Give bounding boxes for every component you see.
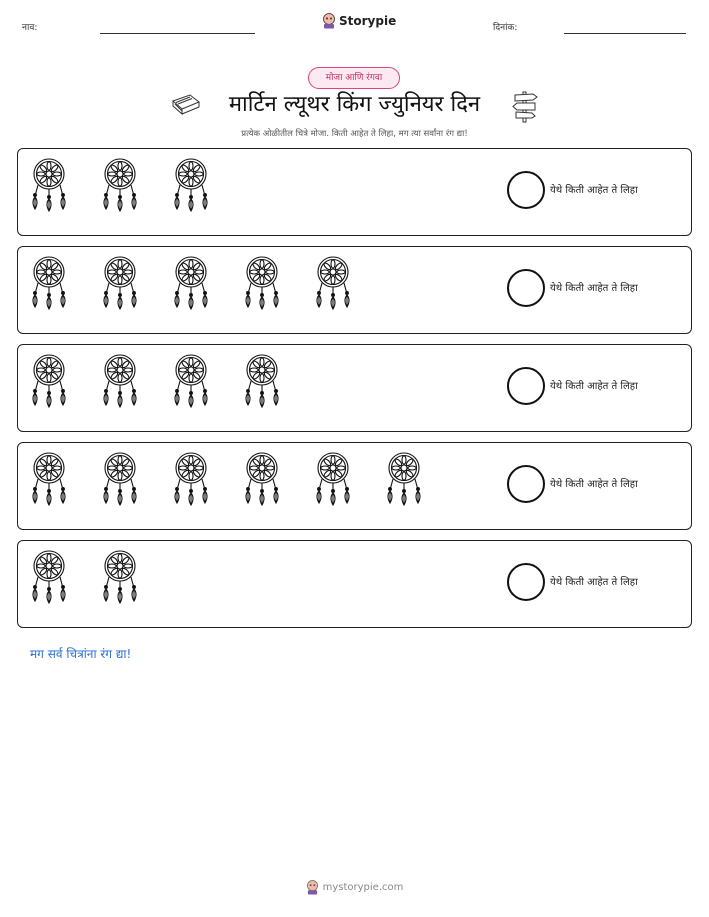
answer-label: येथे किती आहेत ते लिहा (550, 185, 638, 196)
footer-brand (0, 880, 709, 895)
dreamcatcher-icon (172, 256, 210, 314)
answer-circle[interactable] (507, 171, 545, 209)
dreamcatcher-item (101, 452, 139, 514)
dreamcatcher-item (243, 354, 281, 416)
answer-label: येथे किती आहेत ते लिहा (550, 577, 638, 588)
signpost-icon (511, 89, 539, 123)
dreamcatcher-item (101, 550, 139, 612)
dreamcatcher-icon (101, 452, 139, 510)
dreamcatcher-item (243, 452, 281, 514)
dreamcatcher-item (172, 354, 210, 416)
dreamcatcher-icon (243, 256, 281, 314)
answer-circle[interactable] (507, 269, 545, 307)
dreamcatcher-icon (172, 354, 210, 412)
brand-name: Storypie (339, 14, 397, 28)
storypie-footer-icon (306, 880, 319, 895)
dreamcatcher-item (172, 256, 210, 318)
dreamcatcher-item (243, 256, 281, 318)
dreamcatcher-item (30, 158, 68, 220)
dreamcatcher-icon (101, 256, 139, 314)
page-title: मार्टिन ल्यूथर किंग ज्युनियर दिन (228, 92, 481, 117)
dreamcatcher-icon (30, 452, 68, 510)
dreamcatcher-icon (101, 550, 139, 608)
name-line[interactable] (100, 33, 255, 34)
dreamcatcher-item (385, 452, 423, 514)
counting-row (17, 148, 692, 236)
dreamcatcher-icon (243, 452, 281, 510)
dreamcatcher-icon (172, 452, 210, 510)
dreamcatcher-icon (30, 158, 68, 216)
answer-label: येथे किती आहेत ते लिहा (550, 479, 638, 490)
name-label: नाव: (22, 23, 38, 33)
dreamcatcher-item (314, 452, 352, 514)
footer-site: mystorypie.com (322, 882, 404, 893)
activity-tag: मोजा आणि रंगवा (308, 67, 400, 89)
dreamcatcher-item (30, 256, 68, 318)
answer-label: येथे किती आहेत ते लिहा (550, 283, 638, 294)
instructions: प्रत्येक ओळीतील चित्रे मोजा. किती आहेत ते लिहा, मग त्या सर्वांना रंग द्या! (241, 129, 468, 139)
dreamcatcher-icon (385, 452, 423, 510)
dreamcatcher-icon (101, 354, 139, 412)
dreamcatcher-item (30, 452, 68, 514)
dreamcatcher-icon (314, 452, 352, 510)
dreamcatcher-icon (101, 158, 139, 216)
answer-circle[interactable] (507, 465, 545, 503)
dreamcatcher-item (101, 354, 139, 416)
dreamcatcher-icon (243, 354, 281, 412)
dreamcatcher-icon (172, 158, 210, 216)
dreamcatcher-item (172, 158, 210, 220)
counting-row (17, 442, 692, 530)
color-instruction: मग सर्व चित्रांना रंग द्या! (30, 647, 132, 661)
answer-label: येथे किती आहेत ते लिहा (550, 381, 638, 392)
dreamcatcher-icon (30, 354, 68, 412)
dreamcatcher-item (30, 354, 68, 416)
counting-row (17, 540, 692, 628)
storypie-logo-icon (322, 13, 336, 29)
answer-circle[interactable] (507, 563, 545, 601)
dreamcatcher-item (101, 256, 139, 318)
answer-circle[interactable] (507, 367, 545, 405)
dreamcatcher-icon (314, 256, 352, 314)
brand-logo (322, 13, 396, 29)
counting-row (17, 344, 692, 432)
dreamcatcher-item (30, 550, 68, 612)
dreamcatcher-icon (30, 550, 68, 608)
date-label: दिनांक: (493, 23, 518, 33)
dreamcatcher-item (172, 452, 210, 514)
date-line[interactable] (564, 33, 686, 34)
dreamcatcher-icon (30, 256, 68, 314)
dreamcatcher-item (101, 158, 139, 220)
counting-row (17, 246, 692, 334)
dreamcatcher-item (314, 256, 352, 318)
